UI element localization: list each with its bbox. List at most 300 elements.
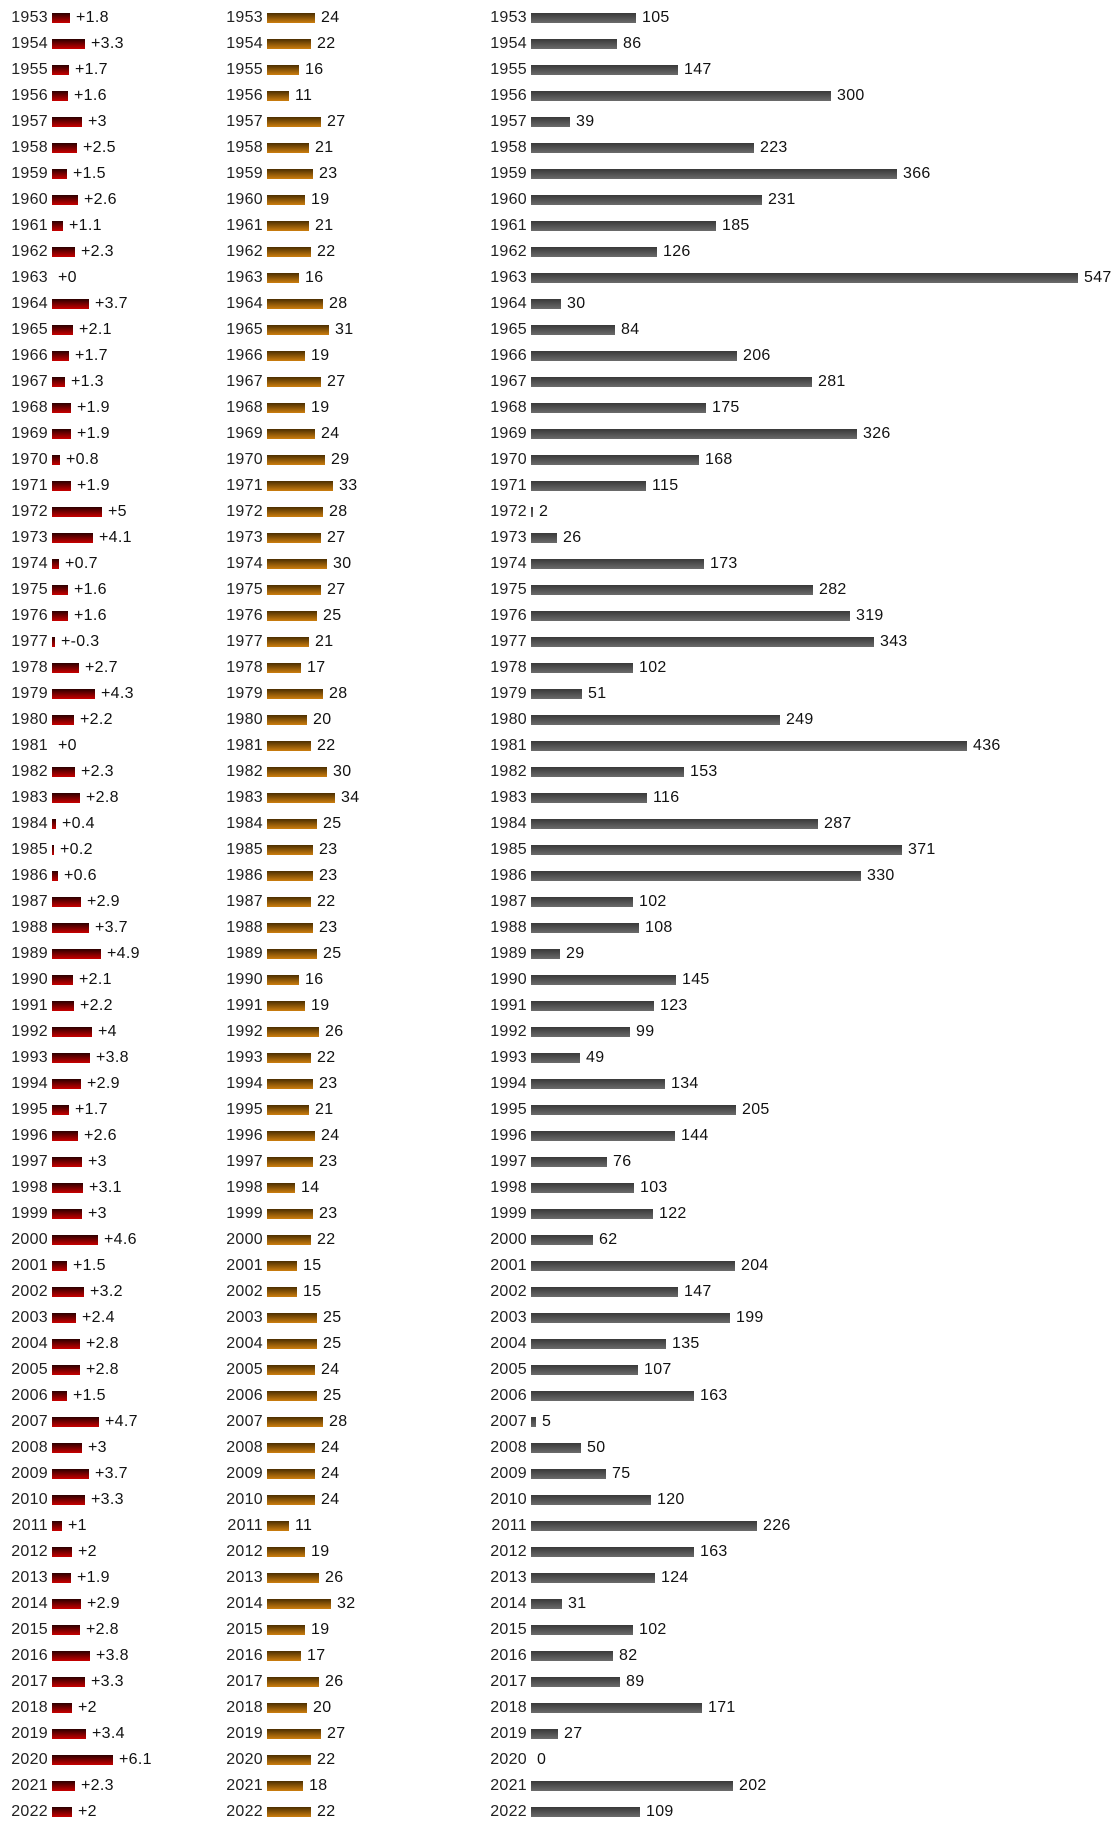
value-bar <box>531 1183 634 1193</box>
chart-row <box>6 889 206 915</box>
value-label: +1.5 <box>73 1257 106 1274</box>
chart-row <box>485 889 1115 915</box>
chart-row <box>6 967 206 993</box>
chart-row <box>221 707 421 733</box>
value-label: 19 <box>311 997 330 1014</box>
value-bar <box>531 1495 651 1505</box>
year-label: 2014 <box>226 1595 263 1612</box>
year-label: 2009 <box>226 1465 263 1482</box>
value-label: 22 <box>317 35 336 52</box>
year-label: 1991 <box>11 997 48 1014</box>
value-label: 144 <box>681 1127 709 1144</box>
chart-row <box>6 1331 206 1357</box>
year-label: 1964 <box>226 295 263 312</box>
year-label: 2022 <box>226 1803 263 1820</box>
value-bar <box>531 481 646 491</box>
value-bar <box>531 195 762 205</box>
value-bar <box>52 1027 92 1037</box>
value-bar <box>267 1235 311 1245</box>
chart-row <box>485 161 1115 187</box>
value-bar <box>267 767 327 777</box>
chart-row <box>6 1123 206 1149</box>
chart-row <box>221 343 421 369</box>
year-label: 2014 <box>490 1595 527 1612</box>
value-label: 287 <box>824 815 852 832</box>
value-label: 27 <box>327 529 346 546</box>
chart-row <box>6 707 206 733</box>
value-bar <box>267 1365 315 1375</box>
value-label: 30 <box>333 555 352 572</box>
value-bar <box>267 741 311 751</box>
value-label: 26 <box>325 1569 344 1586</box>
chart-row <box>6 5 206 31</box>
chart-row <box>221 395 421 421</box>
value-bar <box>267 39 311 49</box>
value-bar <box>52 923 89 933</box>
year-label: 1975 <box>226 581 263 598</box>
year-label: 1977 <box>226 633 263 650</box>
value-bar <box>267 403 305 413</box>
year-label: 1985 <box>11 841 48 858</box>
value-label: 23 <box>319 841 338 858</box>
year-label: 2015 <box>226 1621 263 1638</box>
value-label: 24 <box>321 1127 340 1144</box>
value-label: +0.8 <box>66 451 99 468</box>
value-label: 29 <box>331 451 350 468</box>
year-label: 2001 <box>226 1257 263 1274</box>
year-label: 1956 <box>11 87 48 104</box>
value-label: +1.6 <box>74 87 107 104</box>
year-label: 2000 <box>226 1231 263 1248</box>
chart-row <box>6 1617 206 1643</box>
value-label: +3.7 <box>95 1465 128 1482</box>
year-label: 1986 <box>226 867 263 884</box>
chart-row <box>485 1435 1115 1461</box>
value-label: 22 <box>317 1751 336 1768</box>
value-label: 27 <box>564 1725 583 1742</box>
year-label: 1977 <box>490 633 527 650</box>
chart-row <box>221 1383 421 1409</box>
chart-row <box>6 603 206 629</box>
year-label: 2001 <box>11 1257 48 1274</box>
year-label: 2017 <box>226 1673 263 1690</box>
year-label: 1967 <box>226 373 263 390</box>
value-label: 0 <box>537 1751 547 1768</box>
year-label: 2020 <box>226 1751 263 1768</box>
value-bar <box>531 1469 606 1479</box>
value-bar <box>267 1157 313 1167</box>
chart-row <box>6 1305 206 1331</box>
chart-row <box>485 1487 1115 1513</box>
value-bar <box>531 741 967 751</box>
value-label: 26 <box>325 1673 344 1690</box>
value-bar <box>52 1209 82 1219</box>
chart-row <box>485 1149 1115 1175</box>
chart-row <box>221 109 421 135</box>
chart-row <box>6 1539 206 1565</box>
chart-row <box>221 447 421 473</box>
chart-row <box>6 1513 206 1539</box>
value-label: 204 <box>741 1257 769 1274</box>
value-label: 134 <box>671 1075 699 1092</box>
value-bar <box>267 1417 323 1427</box>
chart-row <box>221 1201 421 1227</box>
year-label: 1965 <box>490 321 527 338</box>
value-bar <box>531 1443 581 1453</box>
chart-row <box>6 161 206 187</box>
value-label: +4.7 <box>105 1413 138 1430</box>
value-label: 33 <box>339 477 358 494</box>
value-label: 19 <box>311 1621 330 1638</box>
year-label: 2019 <box>226 1725 263 1742</box>
year-label: 2011 <box>227 1517 263 1534</box>
chart-row <box>6 1721 206 1747</box>
chart-row <box>485 1617 1115 1643</box>
year-label: 2011 <box>12 1517 48 1534</box>
value-label: 21 <box>315 633 334 650</box>
value-label: 11 <box>295 1517 313 1534</box>
value-bar <box>267 819 317 829</box>
value-bar <box>267 923 313 933</box>
value-label: +2.3 <box>81 763 114 780</box>
year-label: 1959 <box>490 165 527 182</box>
value-label: 50 <box>587 1439 606 1456</box>
chart-row <box>221 915 421 941</box>
year-label: 1955 <box>11 61 48 78</box>
year-label: 1955 <box>226 61 263 78</box>
value-label: +4 <box>98 1023 117 1040</box>
value-bar <box>267 1469 315 1479</box>
value-label: +4.3 <box>101 685 134 702</box>
year-label: 2003 <box>490 1309 527 1326</box>
chart-row <box>485 265 1115 291</box>
value-bar <box>531 429 857 439</box>
year-label: 1998 <box>11 1179 48 1196</box>
chart-row <box>485 1201 1115 1227</box>
year-label: 1974 <box>226 555 263 572</box>
year-label: 1992 <box>490 1023 527 1040</box>
value-bar <box>267 663 301 673</box>
value-bar <box>267 325 329 335</box>
chart-row <box>485 525 1115 551</box>
year-label: 1984 <box>490 815 527 832</box>
value-label: +2.3 <box>81 243 114 260</box>
value-label: 300 <box>837 87 865 104</box>
chart-row <box>485 473 1115 499</box>
value-label: 547 <box>1084 269 1112 286</box>
value-bar <box>52 221 63 231</box>
year-label: 1979 <box>226 685 263 702</box>
value-bar <box>267 1443 315 1453</box>
value-label: 28 <box>329 503 348 520</box>
year-label: 2021 <box>11 1777 48 1794</box>
value-label: 102 <box>639 1621 667 1638</box>
value-bar <box>267 1027 319 1037</box>
chart-row <box>485 447 1115 473</box>
value-bar <box>531 819 818 829</box>
chart-row <box>221 421 421 447</box>
chart-row <box>485 655 1115 681</box>
chart-row <box>6 317 206 343</box>
year-label: 1956 <box>226 87 263 104</box>
year-label: 1981 <box>11 737 48 754</box>
value-bar <box>267 1521 289 1531</box>
value-label: 281 <box>818 373 846 390</box>
value-label: +3.3 <box>91 1491 124 1508</box>
year-label: 1985 <box>490 841 527 858</box>
value-bar <box>531 91 831 101</box>
year-label: 2000 <box>490 1231 527 1248</box>
value-bar <box>52 481 71 491</box>
chart-row <box>485 291 1115 317</box>
value-label: +3.4 <box>92 1725 125 1742</box>
year-label: 1963 <box>490 269 527 286</box>
chart-row <box>221 1539 421 1565</box>
chart-row <box>485 1019 1115 1045</box>
year-label: 1999 <box>490 1205 527 1222</box>
value-bar <box>52 533 93 543</box>
value-bar <box>531 1079 665 1089</box>
year-label: 1990 <box>490 971 527 988</box>
value-bar <box>52 1183 83 1193</box>
value-bar <box>52 1599 81 1609</box>
chart-row <box>485 1253 1115 1279</box>
year-label: 1955 <box>490 61 527 78</box>
value-label: 185 <box>722 217 750 234</box>
value-bar <box>267 1599 331 1609</box>
year-label: 2010 <box>226 1491 263 1508</box>
chart-row <box>6 83 206 109</box>
value-bar <box>52 1235 98 1245</box>
value-label: 25 <box>323 945 342 962</box>
value-label: 25 <box>323 1387 342 1404</box>
chart-row <box>6 265 206 291</box>
value-label: 23 <box>319 919 338 936</box>
chart-row <box>485 1799 1115 1825</box>
year-label: 1974 <box>490 555 527 572</box>
year-label: 1997 <box>226 1153 263 1170</box>
year-label: 1969 <box>226 425 263 442</box>
chart-row <box>485 421 1115 447</box>
value-label: 326 <box>863 425 891 442</box>
chart-row <box>221 213 421 239</box>
chart-row <box>221 759 421 785</box>
value-label: 223 <box>760 139 788 156</box>
value-label: +1.6 <box>74 581 107 598</box>
value-label: +1.7 <box>75 347 108 364</box>
year-label: 1999 <box>11 1205 48 1222</box>
year-label: 2016 <box>11 1647 48 1664</box>
chart-row <box>485 1123 1115 1149</box>
chart-row <box>485 837 1115 863</box>
value-label: +3.7 <box>95 919 128 936</box>
year-label: 2021 <box>490 1777 527 1794</box>
chart-row <box>221 291 421 317</box>
year-label: 1995 <box>226 1101 263 1118</box>
value-bar <box>531 1573 655 1583</box>
year-label: 2018 <box>226 1699 263 1716</box>
year-label: 1963 <box>11 269 48 286</box>
chart-row <box>221 863 421 889</box>
value-bar <box>531 325 615 335</box>
chart-row <box>485 733 1115 759</box>
value-label: +1 <box>68 1517 87 1534</box>
year-label: 1979 <box>11 685 48 702</box>
value-label: 22 <box>317 737 336 754</box>
year-label: 1978 <box>490 659 527 676</box>
chart-row <box>6 1773 206 1799</box>
year-label: 2003 <box>226 1309 263 1326</box>
chart-row <box>221 239 421 265</box>
value-label: +2 <box>78 1543 97 1560</box>
value-label: +2.4 <box>82 1309 115 1326</box>
chart-row <box>485 1643 1115 1669</box>
value-label: 249 <box>786 711 814 728</box>
chart-row <box>485 5 1115 31</box>
chart-row <box>6 213 206 239</box>
value-bar <box>531 1365 638 1375</box>
chart-row <box>485 603 1115 629</box>
chart-row <box>221 499 421 525</box>
value-label: 105 <box>642 9 670 26</box>
value-bar <box>267 1339 317 1349</box>
chart-row <box>221 1097 421 1123</box>
chart-row <box>221 837 421 863</box>
chart-row <box>221 187 421 213</box>
chart-row <box>485 915 1115 941</box>
value-label: 16 <box>305 971 324 988</box>
value-bar <box>52 715 74 725</box>
value-label: 24 <box>321 1465 340 1482</box>
chart-row <box>6 447 206 473</box>
value-bar <box>267 949 317 959</box>
value-bar <box>531 767 684 777</box>
chart-row <box>221 31 421 57</box>
value-label: 122 <box>659 1205 687 1222</box>
year-label: 1953 <box>226 9 263 26</box>
chart-row <box>485 681 1115 707</box>
year-label: 2017 <box>490 1673 527 1690</box>
value-label: +3 <box>88 1439 107 1456</box>
value-label: 16 <box>305 269 324 286</box>
year-label: 1984 <box>11 815 48 832</box>
value-label: 343 <box>880 633 908 650</box>
value-bar <box>267 1001 305 1011</box>
value-label: +1.6 <box>74 607 107 624</box>
value-label: 19 <box>311 399 330 416</box>
chart-row <box>6 1643 206 1669</box>
value-label: +3.7 <box>95 295 128 312</box>
value-bar <box>267 1105 309 1115</box>
value-bar <box>52 1391 67 1401</box>
value-bar <box>52 1417 99 1427</box>
chart-row <box>221 941 421 967</box>
chart-row <box>221 1435 421 1461</box>
chart-row <box>6 473 206 499</box>
value-label: +0.7 <box>65 555 98 572</box>
value-label: 23 <box>319 165 338 182</box>
chart-row <box>485 1695 1115 1721</box>
value-label: 371 <box>908 841 936 858</box>
year-label: 1957 <box>11 113 48 130</box>
chart-row <box>6 187 206 213</box>
year-label: 1980 <box>226 711 263 728</box>
value-label: 11 <box>295 87 313 104</box>
year-label: 1971 <box>11 477 48 494</box>
chart-row <box>221 551 421 577</box>
value-bar <box>531 871 861 881</box>
chart-row <box>221 889 421 915</box>
chart-row <box>485 239 1115 265</box>
value-label: +2.8 <box>86 1335 119 1352</box>
value-label: 22 <box>317 1231 336 1248</box>
chart-row <box>485 811 1115 837</box>
value-bar <box>52 1339 80 1349</box>
year-label: 1954 <box>11 35 48 52</box>
year-label: 1993 <box>11 1049 48 1066</box>
chart-row <box>6 1357 206 1383</box>
chart-row <box>485 1071 1115 1097</box>
chart-row <box>221 1461 421 1487</box>
value-bar <box>52 195 78 205</box>
chart-row <box>6 369 206 395</box>
year-label: 1987 <box>11 893 48 910</box>
value-label: +1.5 <box>73 1387 106 1404</box>
chart-row <box>6 1799 206 1825</box>
chart-row <box>221 629 421 655</box>
value-bar <box>531 923 639 933</box>
value-bar <box>267 897 311 907</box>
year-label: 2009 <box>490 1465 527 1482</box>
value-label: 330 <box>867 867 895 884</box>
year-label: 2019 <box>11 1725 48 1742</box>
value-bar <box>531 1339 666 1349</box>
value-bar <box>531 585 813 595</box>
red-bar-chart <box>6 5 206 1825</box>
value-bar <box>531 1209 653 1219</box>
year-label: 2007 <box>11 1413 48 1430</box>
chart-row <box>6 1227 206 1253</box>
chart-row <box>485 317 1115 343</box>
value-bar <box>52 1469 89 1479</box>
year-label: 2014 <box>11 1595 48 1612</box>
chart-row <box>6 1097 206 1123</box>
value-label: +0.4 <box>62 815 95 832</box>
value-label: 49 <box>586 1049 605 1066</box>
value-bar <box>531 611 850 621</box>
value-bar <box>267 715 307 725</box>
value-label: +1.7 <box>75 1101 108 1118</box>
value-label: 89 <box>626 1673 645 1690</box>
value-label: 39 <box>576 113 595 130</box>
value-label: +3.8 <box>96 1049 129 1066</box>
value-bar <box>52 871 58 881</box>
value-label: 25 <box>323 607 342 624</box>
value-label: 231 <box>768 191 796 208</box>
year-label: 1959 <box>11 165 48 182</box>
year-label: 1975 <box>490 581 527 598</box>
value-bar <box>267 1651 301 1661</box>
value-label: 19 <box>311 347 330 364</box>
value-bar <box>52 611 68 621</box>
value-label: +3.3 <box>91 35 124 52</box>
year-label: 1981 <box>490 737 527 754</box>
value-label: +3.1 <box>89 1179 122 1196</box>
value-label: +1.9 <box>77 425 110 442</box>
value-bar <box>52 1287 84 1297</box>
value-bar <box>267 559 327 569</box>
value-bar <box>531 1521 757 1531</box>
